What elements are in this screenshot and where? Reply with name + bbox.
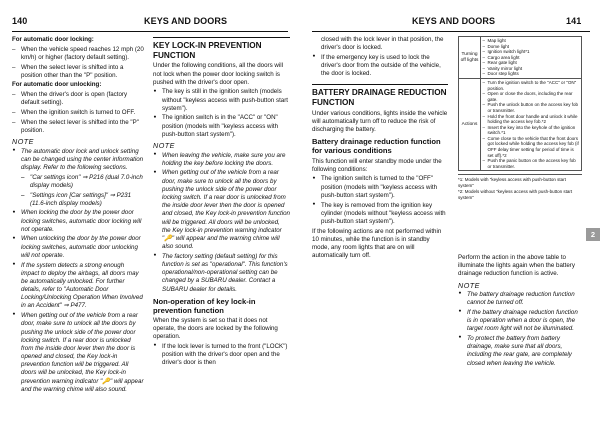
table-row-label: Turning off lights: [459, 37, 481, 79]
table-row-cell: [481, 79, 582, 171]
note-subitem: – "Settings icon [Car settings]" ⇒ P231 (11.6-inch display models): [21, 192, 144, 208]
table-footnotes: [458, 174, 582, 200]
subsection-heading-battery: Battery drainage reduction function for various conditions: [312, 137, 441, 156]
unlocking-item: – When the select lever is shifted into the "P" position.: [12, 119, 144, 135]
unlocking-item: – When the driver's door is open (factory default setting).: [12, 91, 144, 107]
locking-heading: For automatic door locking:: [12, 36, 94, 43]
right-page-title: KEYS AND DOORS: [412, 16, 496, 26]
footnote: *2: Models without "keyless access with push-button start system": [458, 188, 573, 200]
note-item: ● When unlocking the door by the power door locking switches, automatic door unlocking will not operate.: [12, 235, 144, 260]
section-outro: If the following actions are not performed within 10 minutes, while the function is in standby mode, any room lights that are on will automatically turn off.: [312, 227, 442, 260]
note-heading: NOTE: [153, 141, 175, 151]
table-item: – Vanity mirror light: [483, 66, 580, 72]
note-item: ● When getting out of the vehicle from a rear door, make sure to unlock all the doors by pushing the unlock side of the power door locking switch. If a rear door is unlocked from the inside door lever then the door is opened and closed, the Key lock-in prevention function will be triggered. All doors will be unlocked, the Key lock-in prevention warning indicator "🔑" will appear and the warning chime will also sound.: [153, 169, 290, 251]
condition-item: ● The key is still in the ignition switch (models without "keyless access with push-button start system").: [153, 88, 290, 113]
subsection-intro: This function will enter standby mode under the following conditions:: [312, 157, 442, 173]
right-page-number: 141: [566, 16, 582, 26]
footnote: *1: Models with "keyless access with push-button start system": [458, 177, 566, 189]
condition-item: ● The ignition switch is turned to the "OFF" position (models with "keyless access with push-button start system").: [312, 175, 448, 200]
table-item: – Push the unlock button on the access key fob or transmitter.: [483, 102, 580, 113]
table-item: – Come close to the vehicle that the front doors got locked while holding the access key fob (if OFF delay timer setting for period of time is set off).*2: [483, 136, 580, 158]
condition-item: ● The key is removed from the ignition key cylinder (models without "keyless access with push-button start system").: [312, 202, 448, 227]
unlocking-item: – When the ignition switch is turned to OFF.: [12, 109, 144, 117]
note-item: ● The battery drainage reduction function cannot be turned off.: [458, 291, 582, 307]
condition-item: ● The ignition switch is in the "ACC" or "ON" position (models with "keyless access with push-button start system").: [153, 114, 290, 139]
note-heading: NOTE: [12, 137, 34, 147]
column-2: [153, 36, 290, 369]
note-item: ● If the battery drainage reduction function is in operation when a door is open, the target room light will not be illuminated.: [458, 309, 582, 334]
table-row-label: Actions: [459, 79, 481, 171]
subsection-intro: When the system is set so that it does not operate, the doors are locked by the following operation.: [153, 316, 278, 341]
table-item: – Turn the ignition switch to the "ACC" or "ON" position.: [483, 80, 580, 91]
condition-item: ● If the lock lever is turned to the front ("LOCK") position with the driver's door open and the driver's door is then: [153, 343, 290, 368]
right-header-rule: [312, 31, 590, 32]
table-item: – Map light: [483, 38, 580, 44]
note-item: ● When getting out of the vehicle from a rear door, make sure to unlock all the doors by pushing the unlock side of the power door locking switch. If a rear door is unlocked from the inside door lever then the door is opened and closed, the Key lock-in prevention function will be triggered. All doors will be unlocked, the Key lock-in prevention warning indicator "🔑" will appear and the warning chime will also sound.: [12, 312, 144, 394]
column-4: [458, 254, 582, 369]
subsection-heading-nonoperation: Non-operation of key lock-in prevention function: [153, 296, 256, 315]
table-row: [459, 37, 582, 79]
table-item: – Insert the key into the keyhole of the ignition switch.*1: [483, 125, 580, 136]
table-row-cell: [481, 37, 582, 79]
condition-item: ● If the emergency key is used to lock the driver's door from the outside of the vehicle, the door is locked.: [312, 54, 448, 79]
table-item: – Hold the front door handle and unlock it while holding the access key fob.*2: [483, 114, 580, 125]
section-heading-key-lockin: KEY LOCK-IN PREVENTION FUNCTION: [153, 37, 290, 60]
left-page-title: KEYS AND DOORS: [144, 16, 228, 26]
left-header-rule: [12, 31, 288, 32]
section-intro: Under the following conditions, all the doors will not lock when the power door locking switch is pushed with the driver's door open.: [153, 62, 284, 86]
note-item: ● When leaving the vehicle, make sure you are holding the key before locking the doors.: [153, 152, 290, 168]
table-item: – Rear gate light: [483, 60, 580, 66]
note-heading: NOTE: [458, 280, 480, 290]
note-item: ● To protect the battery from battery drainage, make sure that all doors, including the rear gate, are completely closed when leaving the vehicle.: [458, 335, 582, 368]
section-intro: Perform the action in the above table to illuminate the lights again when the battery drainage reduction function is active.: [458, 254, 575, 278]
note-block: [458, 291, 582, 368]
table-item: – Cargo area light: [483, 55, 580, 61]
section-intro: Under various conditions, lights inside the vehicle will automatically turn off to reduce the risk of discharging the battery.: [312, 109, 448, 134]
note-subitem: – "Car settings icon" ⇒ P216 (dual 7.0-inch display models): [21, 174, 144, 190]
battery-function-table: [458, 36, 582, 201]
table-item: – Open or close the doors, including the rear gate.: [483, 91, 580, 102]
note-item: ● The automatic door lock and unlock setting can be changed using the center information display. Refer to the following sections.: [12, 148, 144, 173]
column-1: [12, 36, 144, 396]
table-item: – Push the panic button on the access key fob or transmitter.: [483, 158, 580, 169]
table-item: – Ignition switch light*1: [483, 49, 580, 55]
note-block: [153, 152, 290, 294]
table-item: – Door step lights: [483, 71, 580, 77]
locking-item: – When the vehicle speed reaches 12 mph (20 km/h) or higher (factory default setting).: [12, 46, 144, 62]
note-item: ● If the system detects a strong enough impact to deploy the airbags, all doors may be automatically unlocked. For further details, refer to "Automatic Door Locking/Unlocking Operation When Involved in an Accident" ⇒ P477.: [12, 262, 144, 311]
chapter-tab: 2: [586, 228, 600, 241]
locking-item: – When the select lever is shifted into a position other than the "P" position.: [12, 64, 144, 80]
section-heading-battery: BATTERY DRAINAGE REDUCTION FUNCTION: [312, 84, 448, 107]
note-item: ● The factory setting (default setting) for this function is set as "operational". This function's operational/non-operational setting can be changed by a SUBARU dealer. Contact a SUBARU dealer for details.: [153, 253, 290, 294]
note-block: [12, 148, 144, 394]
table-row: [459, 79, 582, 171]
unlocking-heading: For automatic door unlocking:: [12, 81, 102, 89]
column-3: [312, 36, 448, 262]
table-item: – Dome light: [483, 44, 580, 50]
note-item: ● When locking the door by the power door locking switches, automatic door locking will not operate.: [12, 209, 144, 234]
left-page-number: 140: [12, 16, 28, 26]
continued-text: closed with the lock lever in that position, the driver's door is locked.: [321, 36, 444, 52]
